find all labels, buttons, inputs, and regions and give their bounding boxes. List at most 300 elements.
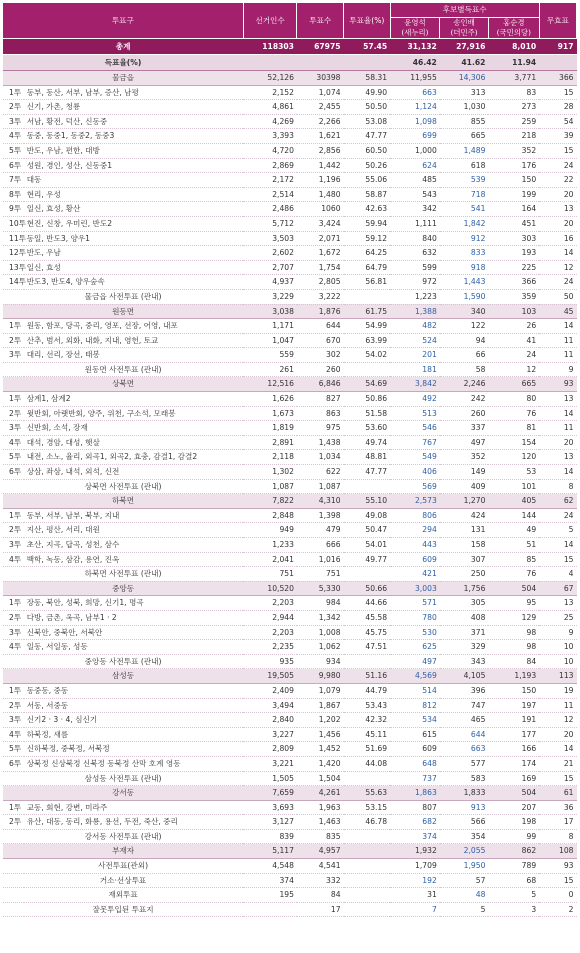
cell-candidate-3: 169 [488,771,539,786]
cell-voters: 5,712 [243,216,297,231]
cell-candidate-1: 663 [390,85,440,100]
cell-invalid: 24 [539,275,576,290]
cell-invalid: 20 [539,187,576,202]
cell-precinct-no: 3투 [3,713,24,728]
cell-voters: 261 [243,362,297,377]
cell-votes: 30398 [297,71,344,86]
cell-votes: 666 [297,538,344,553]
cell-votes: 479 [297,523,344,538]
cell-votes: 1,452 [297,742,344,757]
cell-votes: 5,330 [297,581,344,596]
cell-candidate-1: 840 [390,231,440,246]
cell-voters: 2,041 [243,552,297,567]
cell-rate: 44.08 [344,756,391,771]
cell-candidate-2: 158 [440,538,489,553]
cell-invalid: 21 [539,756,576,771]
table-row [3,202,577,217]
cell-invalid: 13 [539,450,576,465]
cell-voters: 7,822 [243,494,297,509]
header-candidate-2: 송인배 (더민주) [440,18,489,39]
cell-candidate-1: 31 [390,888,440,903]
cell-voters: 1,505 [243,771,297,786]
cell-candidate-3: 207 [488,800,539,815]
cell-candidate-3: 41 [488,333,539,348]
cell-precinct-no: 2투 [3,815,24,830]
cell-candidate-3: 5 [488,888,539,903]
cell-rate: 47.77 [344,129,391,144]
cell-invalid: 8 [539,479,576,494]
cell-candidate-1: 807 [390,800,440,815]
cell-candidate-1: 406 [390,465,440,480]
cell-votes: 2,266 [297,114,344,129]
early-vote-row [3,771,577,786]
cell-candidate-1: 11,955 [390,71,440,86]
early-vote-row [3,479,577,494]
cell-voters: 3,038 [243,304,297,319]
cell-candidate-2: 352 [440,450,489,465]
cell-rate: 49.74 [344,435,391,450]
cell-candidate-2: 1,270 [440,494,489,509]
cell-voters: 2,235 [243,640,297,655]
cell-candidate-3: 53 [488,465,539,480]
cell-votes: 1,420 [297,756,344,771]
cell-precinct-no: 7투 [3,173,24,188]
cell-precinct-no: 1투 [3,800,24,815]
cell-rate: 64.79 [344,260,391,275]
table-row [3,800,577,815]
vote-rate-c1: 46.42 [390,55,440,71]
cell-candidate-1: 2,573 [390,494,440,509]
cell-invalid: 8 [539,829,576,844]
cell-candidate-1: 549 [390,450,440,465]
cell-invalid: 13 [539,596,576,611]
cell-candidate-1: 534 [390,713,440,728]
subtotal-row [3,377,577,392]
cell-precinct-name: 일신, 효성, 황산 [24,202,243,217]
cell-candidate-2: 4,105 [440,669,489,684]
cell-candidate-2: 913 [440,800,489,815]
vote-rate-c3: 11.94 [488,55,539,71]
cell-votes: 1,087 [297,479,344,494]
cell-precinct-no: 4투 [3,727,24,742]
cell-candidate-2: 2,246 [440,377,489,392]
cell-candidate-2: 371 [440,625,489,640]
header-candidates-group: 후보별득표수 [390,3,539,18]
header-invalid: 무효표 [539,3,576,39]
cell-label: 강서동 사전투표 (관내) [3,829,243,844]
cell-candidate-3: 154 [488,435,539,450]
total-c2: 27,916 [440,39,489,55]
cell-voters: 2,172 [243,173,297,188]
table-row [3,450,577,465]
table-row [3,114,577,129]
early-vote-row [3,289,577,304]
cell-precinct-no: 2투 [3,523,24,538]
cell-rate: 56.81 [344,275,391,290]
cell-precinct-name: 서남, 황전, 덕산, 신동중 [24,114,243,129]
cell-precinct-name: 지산, 평산, 서리, 대원 [24,523,243,538]
cell-votes: 1,442 [297,158,344,173]
cell-invalid: 11 [539,698,576,713]
cell-candidate-1: 1,000 [390,143,440,158]
cell-precinct-name: 동부, 서부, 남부, 북부, 지내 [24,508,243,523]
cell-candidate-1: 492 [390,392,440,407]
cell-candidate-2: 665 [440,129,489,144]
cell-candidate-2: 833 [440,246,489,261]
cell-voters: 374 [243,873,297,888]
cell-label: 사전투표(관외) [3,859,243,874]
vote-rate-label: 득표율(%) [3,55,243,71]
cell-invalid: 15 [539,85,576,100]
cell-rate: 63.99 [344,333,391,348]
cell-rate [344,902,391,917]
cell-candidate-3: 225 [488,260,539,275]
cell-votes: 863 [297,406,344,421]
cell-rate: 44.66 [344,596,391,611]
table-row [3,610,577,625]
cell-votes: 302 [297,348,344,363]
cell-label: 삼성동 [3,669,243,684]
cell-rate: 53.60 [344,421,391,436]
cell-rate [344,844,391,859]
cell-invalid: 93 [539,859,576,874]
cell-candidate-3: 3,771 [488,71,539,86]
cell-candidate-2: 465 [440,713,489,728]
cell-candidate-3: 85 [488,552,539,567]
cell-candidate-3: 862 [488,844,539,859]
cell-votes: 2,856 [297,143,344,158]
table-row [3,421,577,436]
cell-precinct-name: 삼계1, 삼계2 [24,392,243,407]
cell-candidate-3: 174 [488,756,539,771]
cell-precinct-name: 현진, 신창, 우미린, 반도2 [24,216,243,231]
total-c3: 8,010 [488,39,539,55]
table-row [3,348,577,363]
cell-candidate-3: 166 [488,742,539,757]
table-row [3,508,577,523]
cell-rate: 42.32 [344,713,391,728]
cell-candidate-3: 12 [488,362,539,377]
cell-votes: 975 [297,421,344,436]
cell-candidate-1: 443 [390,538,440,553]
cell-candidate-2: 539 [440,173,489,188]
cell-precinct-no: 1투 [3,85,24,100]
cell-candidate-1: 632 [390,246,440,261]
cell-invalid: 61 [539,786,576,801]
cell-candidate-1: 1,709 [390,859,440,874]
cell-precinct-name: 교동, 회현, 강변, 미라주 [24,800,243,815]
cell-invalid: 4 [539,567,576,582]
cell-votes: 1,504 [297,771,344,786]
cell-votes: 835 [297,829,344,844]
cell-invalid: 24 [539,158,576,173]
table-row [3,815,577,830]
cell-voters: 3,127 [243,815,297,830]
cell-voters: 7,659 [243,786,297,801]
cell-votes: 622 [297,465,344,480]
cell-votes: 1,398 [297,508,344,523]
cell-candidate-1: 767 [390,435,440,450]
cell-candidate-2: 644 [440,727,489,742]
cell-rate: 45.75 [344,625,391,640]
cell-precinct-no: 1투 [3,392,24,407]
cell-voters: 2,869 [243,158,297,173]
table-row [3,260,577,275]
cell-candidate-2: 66 [440,348,489,363]
cell-candidate-2: 583 [440,771,489,786]
cell-rate: 59.94 [344,216,391,231]
cell-rate: 55.10 [344,494,391,509]
cell-votes: 1,621 [297,129,344,144]
cell-invalid: 9 [539,362,576,377]
cell-rate: 51.16 [344,669,391,684]
table-row [3,742,577,757]
table-row [3,216,577,231]
cell-candidate-1: 1,124 [390,100,440,115]
cell-precinct-name: 대리, 선리, 장선, 태봉 [24,348,243,363]
cell-precinct-no: 13투 [3,260,24,275]
cell-invalid: 16 [539,231,576,246]
cell-precinct-no: 9투 [3,202,24,217]
cell-voters: 4,269 [243,114,297,129]
cell-invalid: 25 [539,610,576,625]
subtotal-row [3,71,577,86]
cell-candidate-1: 7 [390,902,440,917]
header-candidate-3: 홍순경 (국민의당) [488,18,539,39]
cell-candidate-2: 1,756 [440,581,489,596]
cell-voters: 5,117 [243,844,297,859]
cell-candidate-3: 51 [488,538,539,553]
cell-voters: 2,514 [243,187,297,202]
cell-candidate-1: 812 [390,698,440,713]
cell-precinct-no: 2투 [3,406,24,421]
cell-voters: 3,229 [243,289,297,304]
cell-candidate-3: 176 [488,158,539,173]
cell-invalid: 113 [539,669,576,684]
cell-precinct-no: 3투 [3,348,24,363]
cell-precinct-name: 상삼, 좌삼, 내석, 외석, 신전 [24,465,243,480]
cell-label: 중앙동 [3,581,243,596]
cell-candidate-3: 164 [488,202,539,217]
table-row [3,231,577,246]
cell-candidate-1: 625 [390,640,440,655]
cell-rate: 54.01 [344,538,391,553]
cell-candidate-2: 307 [440,552,489,567]
cell-voters: 195 [243,888,297,903]
cell-rate [344,567,391,582]
header-votes: 투표수 [297,3,344,39]
cell-candidate-3: 83 [488,85,539,100]
cell-rate [344,829,391,844]
cell-candidate-3: 129 [488,610,539,625]
cell-label: 원동면 [3,304,243,319]
cell-candidate-2: 305 [440,596,489,611]
cell-invalid: 36 [539,800,576,815]
cell-rate: 64.25 [344,246,391,261]
cell-candidate-3: 95 [488,596,539,611]
cell-invalid: 15 [539,143,576,158]
cell-candidate-2: 313 [440,85,489,100]
cell-candidate-2: 918 [440,260,489,275]
cell-rate: 49.08 [344,508,391,523]
cell-candidate-1: 1,932 [390,844,440,859]
cell-candidate-3: 144 [488,508,539,523]
cell-votes: 644 [297,319,344,334]
cell-votes: 332 [297,873,344,888]
cell-candidate-1: 624 [390,158,440,173]
cell-precinct-name: 반도, 우남, 편한, 대방 [24,143,243,158]
cell-voters: 1,047 [243,333,297,348]
cell-candidate-1: 1,223 [390,289,440,304]
cell-voters: 3,393 [243,129,297,144]
cell-votes: 9,980 [297,669,344,684]
cell-invalid: 12 [539,713,576,728]
cell-candidate-2: 250 [440,567,489,582]
cell-candidate-2: 122 [440,319,489,334]
cell-candidate-2: 343 [440,654,489,669]
cell-candidate-3: 76 [488,406,539,421]
cell-invalid: 39 [539,129,576,144]
cell-invalid: 13 [539,392,576,407]
cell-voters: 1,819 [243,421,297,436]
cell-votes: 1,876 [297,304,344,319]
cell-candidate-2: 541 [440,202,489,217]
cell-candidate-3: 218 [488,129,539,144]
header-district: 투표구 [3,3,243,39]
cell-candidate-1: 1,098 [390,114,440,129]
vote-rate-c2: 41.62 [440,55,489,71]
total-invalid: 917 [539,39,576,55]
table-body [3,39,577,917]
cell-invalid: 15 [539,873,576,888]
cell-invalid: 5 [539,523,576,538]
cell-rate [344,771,391,786]
cell-precinct-name: 상북정 신상북정 신북정 동북정 산막 호계 영동 [24,756,243,771]
cell-precinct-no: 5투 [3,742,24,757]
cell-precinct-name: 신기, 가촌, 청룡 [24,100,243,115]
cell-candidate-2: 1,489 [440,143,489,158]
cell-label: 하북면 [3,494,243,509]
cell-label: 부재자 [3,844,243,859]
early-vote-row [3,362,577,377]
cell-candidate-3: 197 [488,698,539,713]
table-row [3,727,577,742]
cell-votes: 827 [297,392,344,407]
table-row [3,392,577,407]
total-voters: 118303 [243,39,297,55]
cell-candidate-3: 273 [488,100,539,115]
cell-votes: 751 [297,567,344,582]
cell-candidate-3: 665 [488,377,539,392]
cell-invalid: 20 [539,727,576,742]
absentee-row [3,859,577,874]
cell-label: 삼성동 사전투표 (관내) [3,771,243,786]
cell-candidate-3: 352 [488,143,539,158]
cell-candidate-3: 99 [488,829,539,844]
early-vote-row [3,829,577,844]
cell-candidate-3: 49 [488,523,539,538]
cell-candidate-2: 663 [440,742,489,757]
cell-label: 거소·선상투표 [3,873,243,888]
cell-candidate-2: 2,055 [440,844,489,859]
election-results-table [3,3,577,917]
cell-votes: 2,455 [297,100,344,115]
header-voters: 선거인수 [243,3,297,39]
cell-precinct-name: 성원, 경인, 성산, 신동중1 [24,158,243,173]
cell-rate: 59.12 [344,231,391,246]
cell-candidate-1: 972 [390,275,440,290]
cell-precinct-name: 반도3, 반도4, 양우숲속 [24,275,243,290]
cell-candidate-2: 149 [440,465,489,480]
cell-candidate-3: 3 [488,902,539,917]
cell-rate: 53.43 [344,698,391,713]
cell-candidate-3: 451 [488,216,539,231]
cell-candidate-2: 57 [440,873,489,888]
cell-candidate-2: 1,590 [440,289,489,304]
cell-label: 물금읍 사전투표 (관내) [3,289,243,304]
cell-precinct-name: 원동, 함포, 당곡, 중리, 영포, 선장, 어영, 내포 [24,319,243,334]
cell-candidate-2: 1,443 [440,275,489,290]
cell-candidate-1: 682 [390,815,440,830]
cell-candidate-1: 546 [390,421,440,436]
cell-candidate-2: 340 [440,304,489,319]
cell-votes: 84 [297,888,344,903]
cell-label: 상북면 사전투표 (관내) [3,479,243,494]
cell-invalid: 62 [539,494,576,509]
cell-votes: 3,424 [297,216,344,231]
cell-rate: 45.11 [344,727,391,742]
cell-label: 강서동 [3,786,243,801]
cell-invalid: 12 [539,260,576,275]
cell-candidate-1: 4,569 [390,669,440,684]
cell-rate [344,888,391,903]
cell-votes: 1,463 [297,815,344,830]
table-row [3,406,577,421]
cell-precinct-no: 1투 [3,508,24,523]
cell-candidate-2: 337 [440,421,489,436]
cell-precinct-name: 일신, 효성 [24,260,243,275]
cell-rate: 61.75 [344,304,391,319]
cell-candidate-1: 615 [390,727,440,742]
cell-candidate-1: 648 [390,756,440,771]
cell-invalid: 67 [539,581,576,596]
cell-precinct-name: 신하북정, 중북정, 서북정 [24,742,243,757]
subtotal-row [3,304,577,319]
cell-invalid: 22 [539,173,576,188]
cell-candidate-1: 374 [390,829,440,844]
cell-candidate-1: 3,003 [390,581,440,596]
cell-invalid: 17 [539,815,576,830]
cell-voters: 935 [243,654,297,669]
cell-voters: 2,848 [243,508,297,523]
cell-candidate-3: 1,193 [488,669,539,684]
cell-rate [344,479,391,494]
cell-voters: 1,087 [243,479,297,494]
cell-votes: 4,957 [297,844,344,859]
cell-votes: 17 [297,902,344,917]
cell-candidate-2: 577 [440,756,489,771]
cell-votes: 1,672 [297,246,344,261]
cell-precinct-no: 8투 [3,187,24,202]
cell-rate: 54.69 [344,377,391,392]
cell-precinct-no: 11투 [3,231,24,246]
cell-invalid: 14 [539,742,576,757]
cell-invalid: 19 [539,683,576,698]
early-vote-row [3,654,577,669]
cell-voters: 839 [243,829,297,844]
cell-precinct-no: 1투 [3,596,24,611]
cell-candidate-3: 303 [488,231,539,246]
